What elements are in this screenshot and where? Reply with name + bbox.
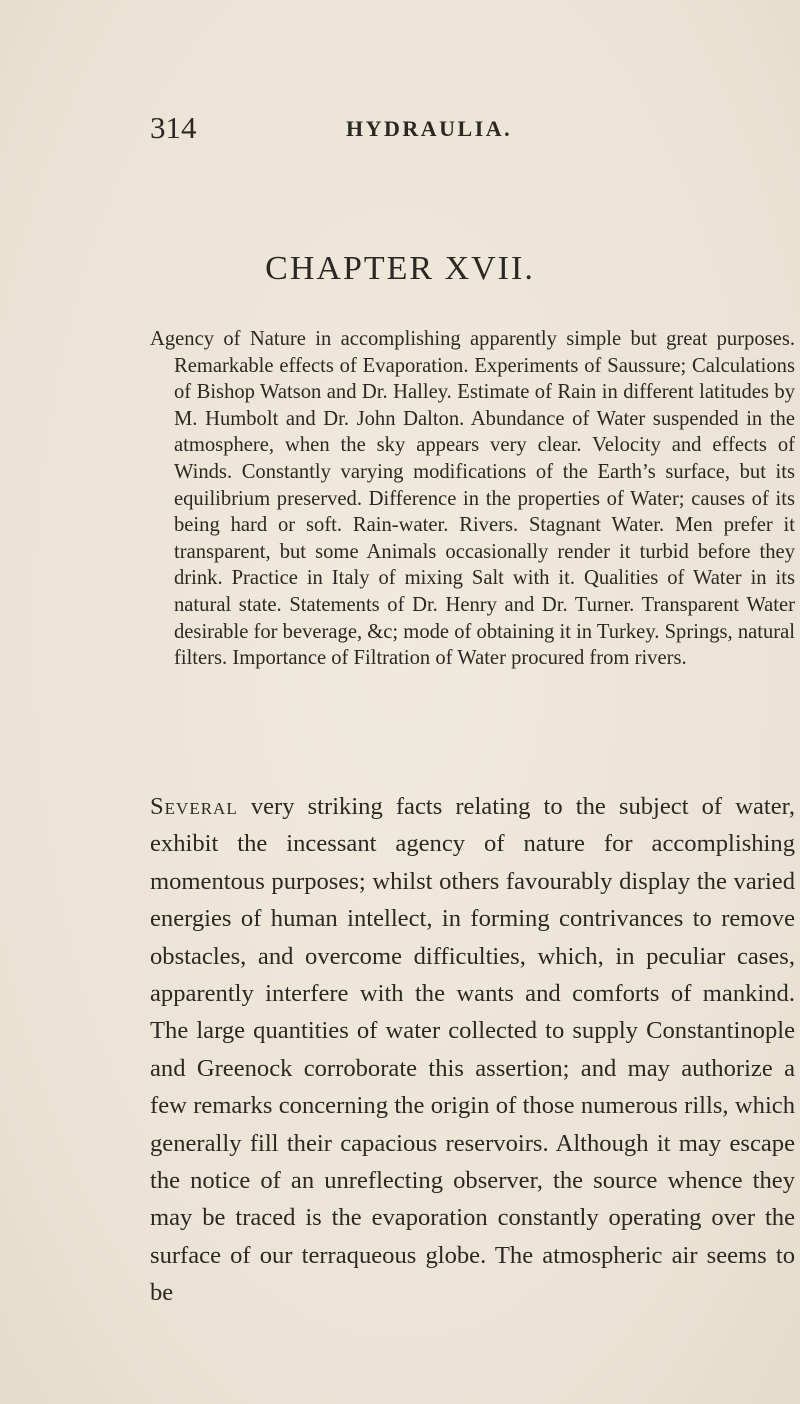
body-paragraph — [150, 788, 795, 1312]
lead-word: Several — [150, 793, 238, 820]
chapter-title: CHAPTER XVII. — [265, 250, 535, 287]
page-number: 314 — [150, 110, 197, 145]
chapter-summary: Agency of Nature in accomplishing apparently simple but great purposes. Remarkable effects of Evaporation. Experiments of Saussure; Calculations of Bishop Watson and Dr. Halley. Estimate of Rain in different latitudes by M. Humbolt and Dr. John Dalton. Abundance of Water suspended in the atmosphere, when the sky appears very clear. Velocity and effects of Winds. Constantly varying modifications of the Earth’s surface, but its equilibrium preserved. Difference in the properties of Water; causes of its being hard or soft. Rain-water. Rivers. Stagnant Water. Men prefer it transparent, but some Animals occasionally render it turbid before they drink. Practice in Italy of mixing Salt with it. Qualities of Water in its natural state. Statements of Dr. Henry and Dr. Turner. Transparent Water desirable for beverage, &c; mode of obtaining it in Turkey. Springs, natural filters. Importance of Filtration of Water procured from rivers. — [150, 328, 795, 670]
running-head: HYDRAULIA. — [346, 116, 513, 141]
body-paragraph-text: very striking facts relating to the subject of water, exhibit the incessant agency of nature for accomplishing momentous purposes; whilst others favourably display the varied energies of human intellect, in forming contrivances to remove obstacles, and overcome difficulties, which, in peculiar cases, apparently interfere with the wants and comforts of mankind. The large quantities of water collected to supply Constantinople and Greenock corroborate this assertion; and may authorize a few remarks concerning the origin of those numerous rills, which generally fill their capacious reservoirs. Although it may escape the notice of an unreflecting observer, the source whence they may be traced is the evaporation constantly operating over the surface of our terraqueous globe. The atmospheric air seems to be — [150, 793, 795, 1307]
